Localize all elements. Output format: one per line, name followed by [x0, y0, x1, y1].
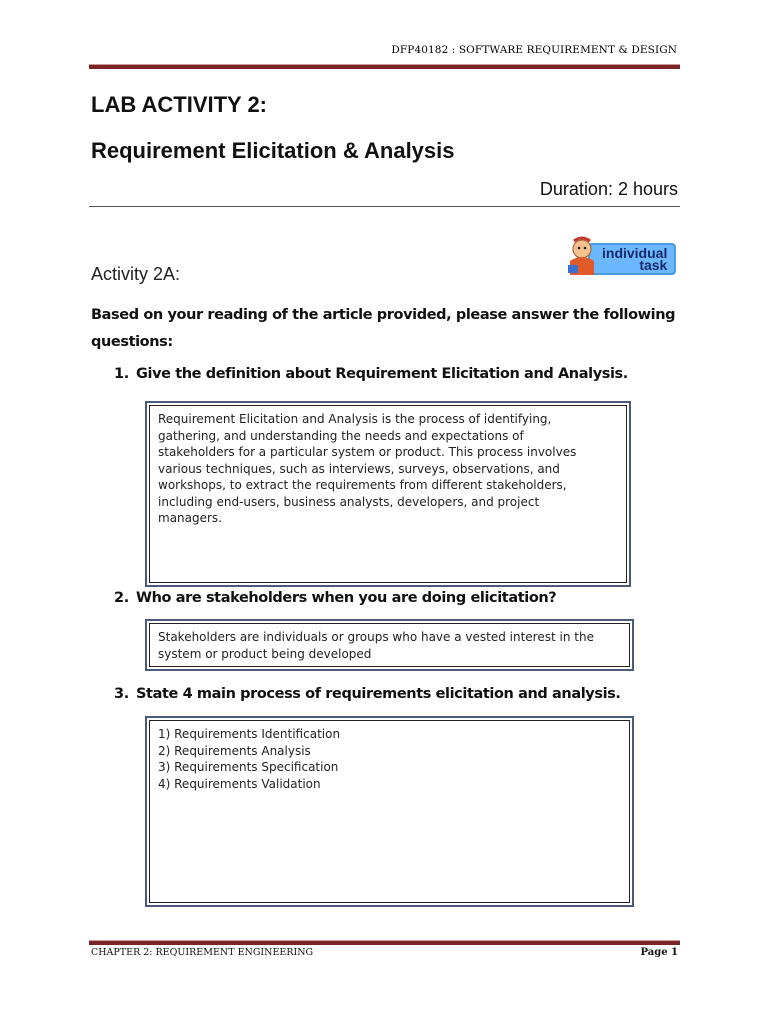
answer-3-line: 1) Requirements Identification — [158, 727, 341, 741]
answer-box-3[interactable] — [145, 716, 634, 907]
answer-2-line: system or product being developed — [158, 646, 372, 661]
answer-1-line: stakeholders for a particular system or product. This process involves — [158, 445, 577, 459]
answer-2 — [149, 623, 630, 667]
question-3-text: State 4 main process of requirements elicitation and analysis. — [136, 686, 621, 702]
question-1-text: Give the definition about Requirement Elicitation and Analysis. — [136, 366, 628, 382]
answer-3-line: 4) Requirements Validation — [158, 776, 321, 791]
question-2-text: Who are stakeholders when you are doing elicitation? — [136, 590, 557, 606]
question-3 — [114, 686, 621, 702]
page-number: Page 1 — [640, 947, 678, 958]
header-rule — [89, 64, 680, 69]
answer-1 — [149, 405, 627, 583]
answer-1-line: including end-users, business analysts, developers, and project — [158, 494, 540, 509]
answer-1-line: managers. — [158, 511, 223, 525]
answer-2-line: Stakeholders are individuals or groups who have a vested interest in the — [158, 630, 594, 644]
badge-line1: individual — [602, 245, 668, 261]
answer-3-line: 2) Requirements Analysis — [158, 743, 311, 758]
answer-1-line: Requirement Elicitation and Analysis is the process of identifying, — [158, 412, 552, 426]
question-2 — [114, 590, 556, 606]
answer-box-2[interactable] — [145, 619, 634, 671]
answer-1-line: various techniques, such as interviews, surveys, observations, and — [158, 461, 560, 476]
course-header: DFP40182 : SOFTWARE REQUIREMENT & DESIGN — [391, 44, 677, 56]
duration-label: Duration: 2 hours — [539, 179, 678, 199]
question-1 — [114, 366, 628, 382]
answer-3 — [149, 720, 630, 903]
chapter-label: CHAPTER 2: REQUIREMENT ENGINEERING — [91, 947, 314, 958]
answer-1-line: workshops, to extract the requirements from different stakeholders, — [158, 478, 567, 492]
lab-title: LAB ACTIVITY 2: — [91, 92, 268, 117]
answer-3-line: 3) Requirements Specification — [158, 760, 339, 774]
question-3-number: 3. — [114, 686, 129, 702]
answer-1-line: gathering, and understanding the needs and expectations of — [158, 428, 524, 443]
instruction-text: Based on your reading of the article provided, please answer the following questions: — [91, 307, 676, 350]
activity-label: Activity 2A: — [91, 264, 181, 284]
answer-box-1[interactable] — [145, 401, 631, 587]
badge-line2: task — [639, 257, 668, 273]
individual-task-badge — [564, 235, 678, 279]
footer-rule — [89, 940, 680, 945]
lab-subtitle: Requirement Elicitation & Analysis — [91, 138, 455, 163]
question-1-number: 1. — [114, 366, 129, 382]
question-2-number: 2. — [114, 590, 129, 606]
title-divider — [89, 206, 680, 207]
